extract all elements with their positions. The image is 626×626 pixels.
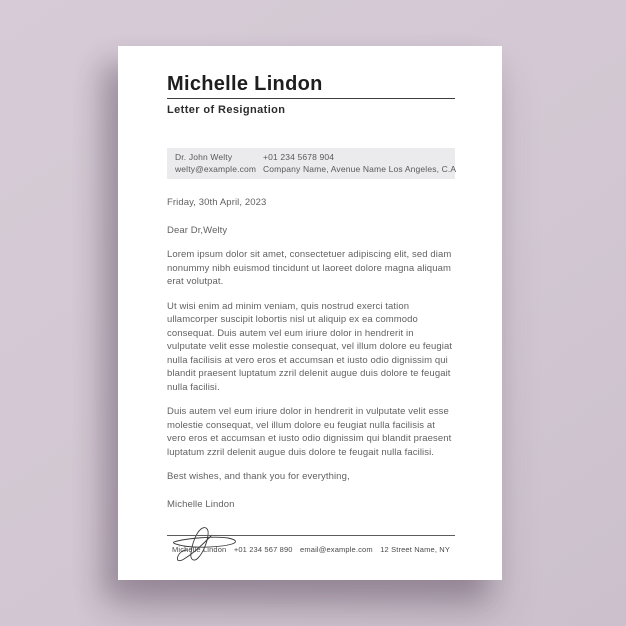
- letter-footer: [167, 535, 455, 554]
- recipient-phone: +01 234 5678 904: [263, 152, 335, 162]
- footer-name: Michelle Lindon: [172, 545, 227, 554]
- title-divider: [167, 98, 455, 99]
- footer-phone: +01 234 567 890: [233, 545, 293, 554]
- recipient-contact-bar: [167, 148, 455, 179]
- closing-line: Best wishes, and thank you for everything,: [167, 471, 350, 482]
- recipient-address: Company Name, Avenue Name Los Angeles, C.A: [263, 163, 457, 174]
- salutation: Dear Dr,Welty: [167, 224, 228, 236]
- letter-date: Friday, 30th April, 2023: [167, 197, 267, 208]
- paragraph-1: Lorem ipsum dolor sit amet, consectetuer adipiscing elit, sed diam nonummy nibh euismod tincidunt ut laoreet dolore magna aliquam erat volutpat.: [167, 249, 452, 287]
- recipient-name: Dr. John Welty: [175, 152, 233, 162]
- footer-email: email@example.com: [300, 545, 373, 554]
- recipient-email: welty@example.com: [175, 163, 257, 174]
- letter-body: [167, 196, 455, 511]
- page-subtitle: Letter of Resignation: [167, 104, 286, 116]
- paragraph-2: Ut wisi enim ad minim veniam, quis nostrud exerci tation ullamcorper suscipit lobortis nisl ut aliquip ex ea commodo consequat. Duis autem vel eum iriure dolor in hendrerit in vulputate velit esse molestie consequat, vel illum dolore eu feugiat nulla facilisis at vero eros et accumsan et iusto odio dignissim qui blandit praesent luptatum zzril delenit augue duis dolore te feugait nulla facilisi.: [167, 300, 453, 393]
- paragraph-3: Duis autem vel eum iriure dolor in hendrerit in vulputate velit esse molestie consequat, vel illum dolore eu feugiat nulla facilisis at vero eros et accumsan et iusto odio dignissim qui blandit praesent luptatum zzril delenit augue duis dolore te feugait nulla facilisi.: [167, 406, 452, 458]
- sender-name: Michelle Lindon: [167, 498, 235, 510]
- footer-address: 12 Street Name, NY: [380, 545, 450, 554]
- recipient-identity: [175, 152, 263, 175]
- page-title: Michelle Lindon: [167, 73, 323, 95]
- letter-page: [118, 46, 502, 580]
- recipient-details: [263, 152, 456, 175]
